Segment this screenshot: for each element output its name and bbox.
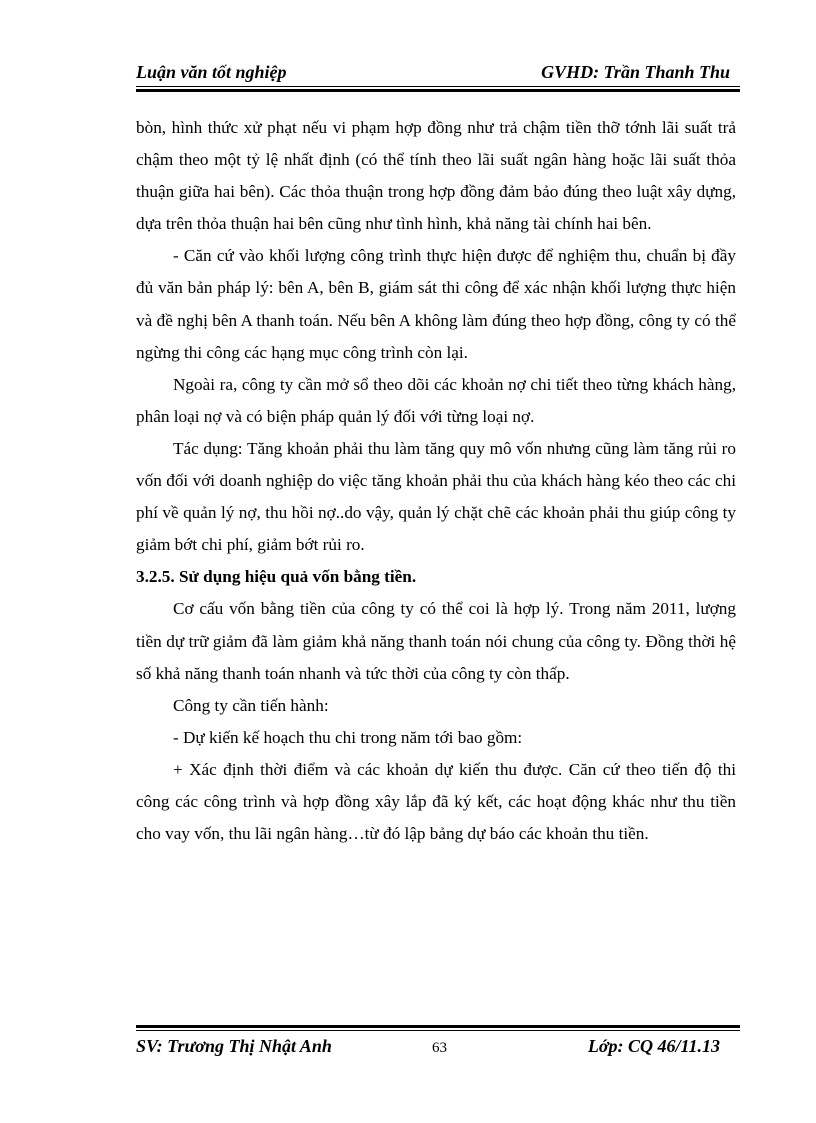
paragraph: - Dự kiến kế hoạch thu chi trong năm tới bao gồm: xyxy=(173,727,523,747)
page-header xyxy=(136,60,740,84)
paragraph: - Căn cứ vào khối lượng công trình thực hiện được để nghiệm thu, chuẩn bị đầy đủ văn bản pháp lý: bên A, bên B, giám sát thi công để xác nhận khối lượng thực hiện và đề nghị bên A thanh toán. Nếu bên A không làm đúng theo hợp đồng, công ty có thể ngừng thi công các hạng mục công trình còn lại. xyxy=(136,246,736,362)
footer-class: Lớp: CQ 46/11.13 xyxy=(587,1036,720,1056)
footer-student-name: SV: Trương Thị Nhật Anh xyxy=(136,1036,332,1056)
paragraph: Công ty cần tiến hành: xyxy=(173,695,329,715)
header-rule-thin xyxy=(136,86,740,87)
header-supervisor: GVHD: Trần Thanh Thu xyxy=(541,62,730,82)
footer-rule-thick xyxy=(136,1025,740,1028)
body-text xyxy=(136,112,736,850)
page-footer xyxy=(136,1034,740,1060)
paragraph: + Xác định thời điểm và các khoản dự kiến thu được. Căn cứ theo tiến độ thi công các công trình và hợp đồng xây lắp đã ký kết, các hoạt động khác như thu tiền cho vay vốn, thu lãi ngân hàng…từ đó lập bảng dự báo các khoản thu tiền. xyxy=(136,759,736,844)
page-number: 63 xyxy=(432,1040,447,1056)
section-heading: 3.2.5. Sử dụng hiệu quả vốn bằng tiền. xyxy=(136,567,417,587)
footer-rule-thin xyxy=(136,1030,740,1031)
header-thesis-title: Luận văn tốt nghiệp xyxy=(136,62,287,82)
header-rule-thick xyxy=(136,89,740,92)
paragraph: Cơ cấu vốn bằng tiền của công ty có thể coi là hợp lý. Trong năm 2011, lượng tiền dự trữ giảm đã làm giảm khả năng thanh toán nói chung của công ty. Đồng thời hệ số khả năng thanh toán nhanh và tức thời của công ty còn thấp. xyxy=(136,599,736,683)
paragraph: bòn, hình thức xử phạt nếu vi phạm hợp đồng như trả chậm tiền thỡ tớnh lãi suất trả chậm theo một tỷ lệ nhất định (có thể tính theo lãi suất ngân hàng hoặc lãi suất thỏa thuận giữa hai bên). Các thỏa thuận trong hợp đồng đảm bảo đúng theo luật xây dựng, dựa trên thỏa thuận hai bên cũng như tình hình, khả năng tài chính hai bên. xyxy=(136,118,736,234)
paragraph: Tác dụng: Tăng khoản phải thu làm tăng quy mô vốn nhưng cũng làm tăng rủi ro vốn đối với doanh nghiệp do việc tăng khoản phải thu của khách hàng kéo theo các chi phí về quản lý nợ, thu hồi nợ..do vậy, quản lý chặt chẽ các khoản phải thu giúp công ty giảm bớt chi phí, giảm bớt rủi ro. xyxy=(136,438,736,555)
paragraph: Ngoài ra, công ty cần mở sổ theo dõi các khoản nợ chi tiết theo từng khách hàng, phân loại nợ và có biện pháp quản lý đối với từng loại nợ. xyxy=(136,374,736,426)
